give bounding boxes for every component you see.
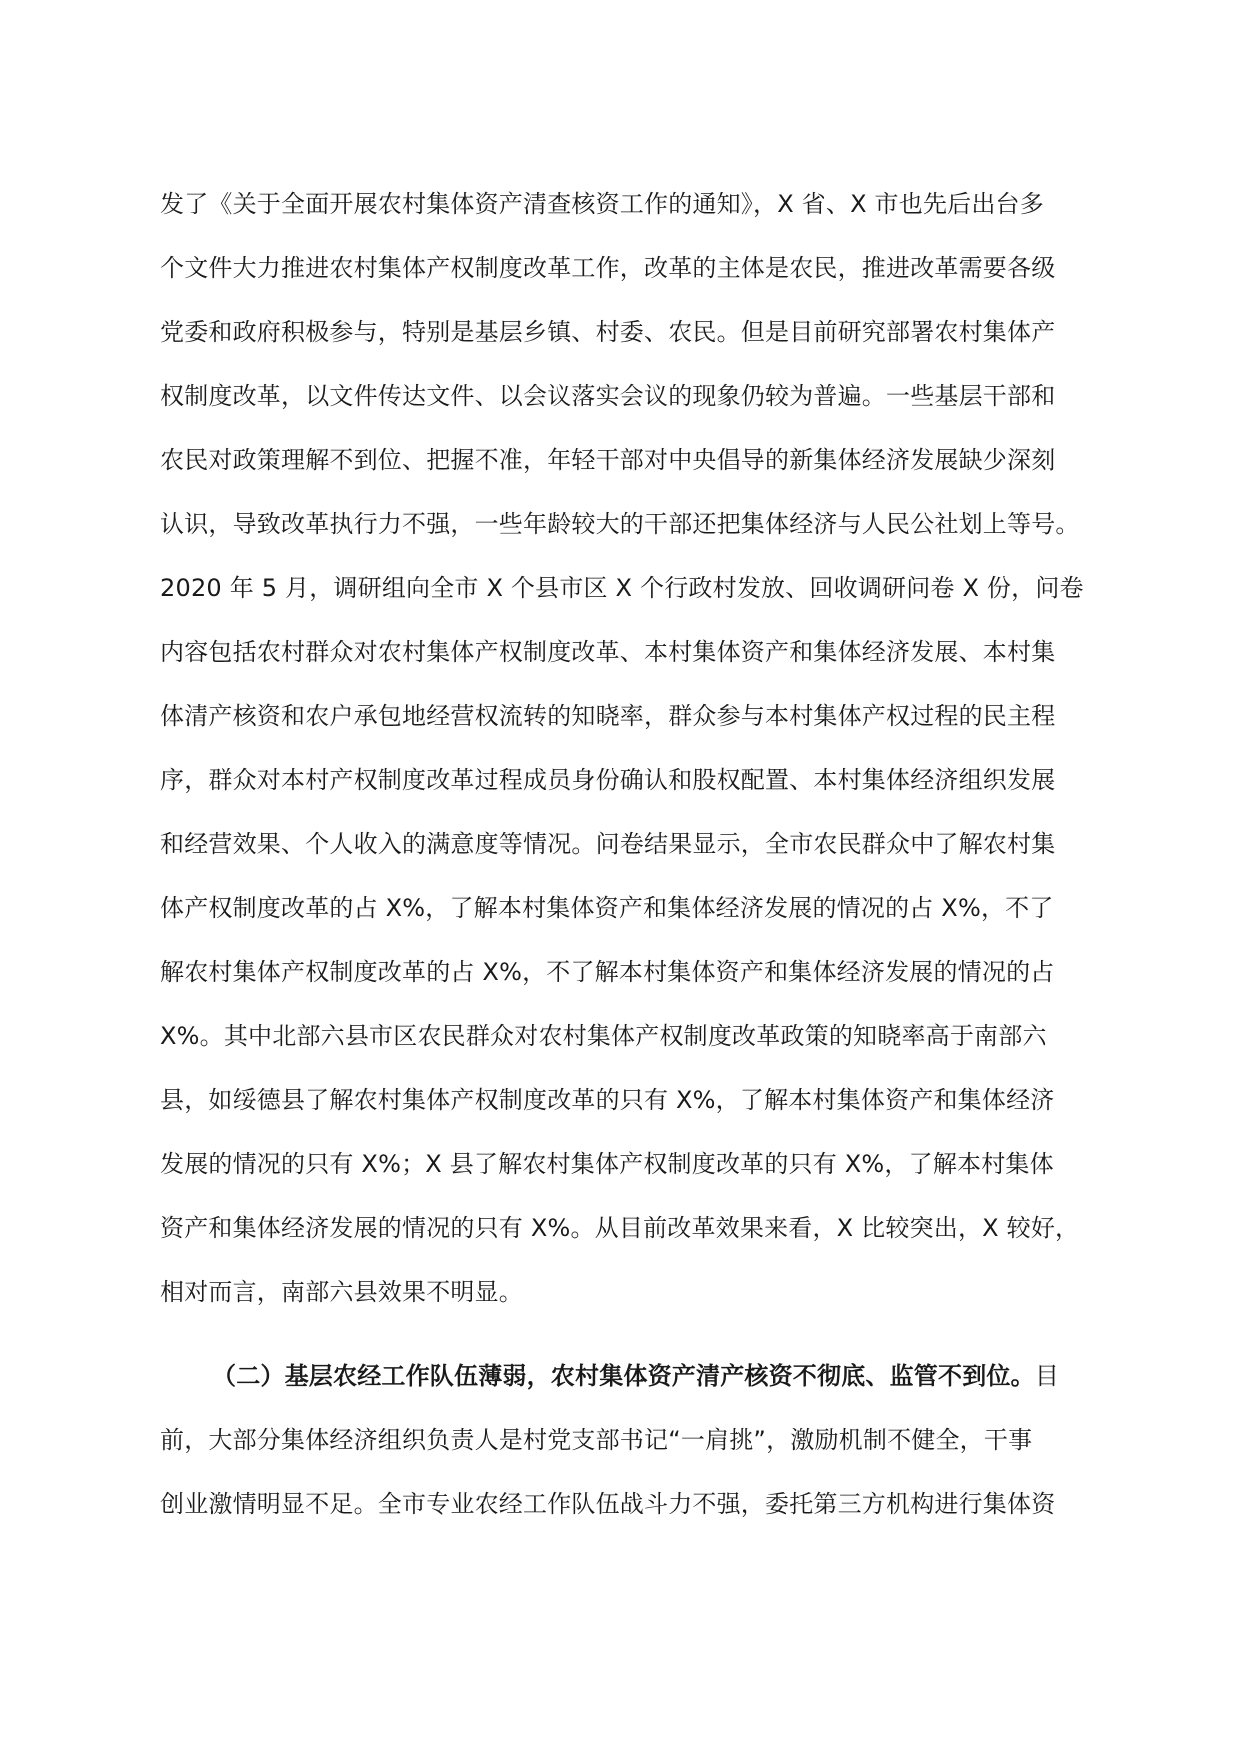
text-line: 资产和集体经济发展的情况的只有 X%。从目前改革效果来看，X 比较突出，X 较好， xyxy=(160,1214,1080,1242)
text-line: 认识，导致改革执行力不强，一些年龄较大的干部还把集体经济与人民公社划上等号。 xyxy=(160,510,1080,538)
text-line: 县，如绥德县了解农村集体产权制度改革的只有 X%，了解本村集体资产和集体经济 xyxy=(160,1086,1055,1114)
text-line: 发展的情况的只有 X%；X 县了解农村集体产权制度改革的只有 X%，了解本村集体 xyxy=(160,1150,1054,1178)
text-line: 和经营效果、个人收入的满意度等情况。问卷结果显示，全市农民群众中了解农村集 xyxy=(160,830,1056,858)
text-line: 前，大部分集体经济组织负责人是村党支部书记“一肩挑”，激励机制不健全，干事 xyxy=(160,1426,1033,1454)
text-line: 序，群众对本村产权制度改革过程成员身份确认和股权配置、本村集体经济组织发展 xyxy=(160,766,1056,794)
text-line: 个文件大力推进农村集体产权制度改革工作，改革的主体是农民，推进改革需要各级 xyxy=(160,254,1056,282)
heading-line-tail: 目 xyxy=(1034,1362,1060,1390)
text-line: 创业激情明显不足。全市专业农经工作队伍战斗力不强，委托第三方机构进行集体资 xyxy=(160,1490,1056,1518)
text-line: 权制度改革，以文件传达文件、以会议落实会议的现象仍较为普遍。一些基层干部和 xyxy=(160,382,1056,410)
text-line: X%。其中北部六县市区农民群众对农村集体产权制度改革政策的知晓率高于南部六 xyxy=(160,1022,1047,1050)
section-heading-line xyxy=(160,1344,1110,1408)
text-line: 发了《关于全面开展农村集体资产清查核资工作的通知》，X 省、X 市也先后出台多 xyxy=(160,190,1044,218)
paragraph-1 xyxy=(160,172,1110,1324)
text-line: 2020 年 5 月，调研组向全市 X 个县市区 X 个行政村发放、回收调研问卷 X 份，问卷 xyxy=(160,574,1084,602)
text-line: 党委和政府积极参与，特别是基层乡镇、村委、农民。但是目前研究部署农村集体产 xyxy=(160,318,1056,346)
section-heading: （二）基层农经工作队伍薄弱，农村集体资产清产核资不彻底、监管不到位。 xyxy=(212,1362,1035,1390)
text-line: 相对而言，南部六县效果不明显。 xyxy=(160,1278,523,1306)
paragraph-2 xyxy=(160,1344,1110,1536)
text-line: 农民对政策理解不到位、把握不准，年轻干部对中央倡导的新集体经济发展缺少深刻 xyxy=(160,446,1056,474)
body-text xyxy=(160,172,1110,1536)
text-line: 解农村集体产权制度改革的占 X%，不了解本村集体资产和集体经济发展的情况的占 xyxy=(160,958,1055,986)
text-line: 体清产核资和农户承包地经营权流转的知晓率，群众参与本村集体产权过程的民主程 xyxy=(160,702,1056,730)
text-line: 内容包括农村群众对农村集体产权制度改革、本村集体资产和集体经济发展、本村集 xyxy=(160,638,1056,666)
text-line: 体产权制度改革的占 X%，了解本村集体资产和集体经济发展的情况的占 X%，不了 xyxy=(160,894,1054,922)
paragraph-gap xyxy=(160,1324,1110,1344)
